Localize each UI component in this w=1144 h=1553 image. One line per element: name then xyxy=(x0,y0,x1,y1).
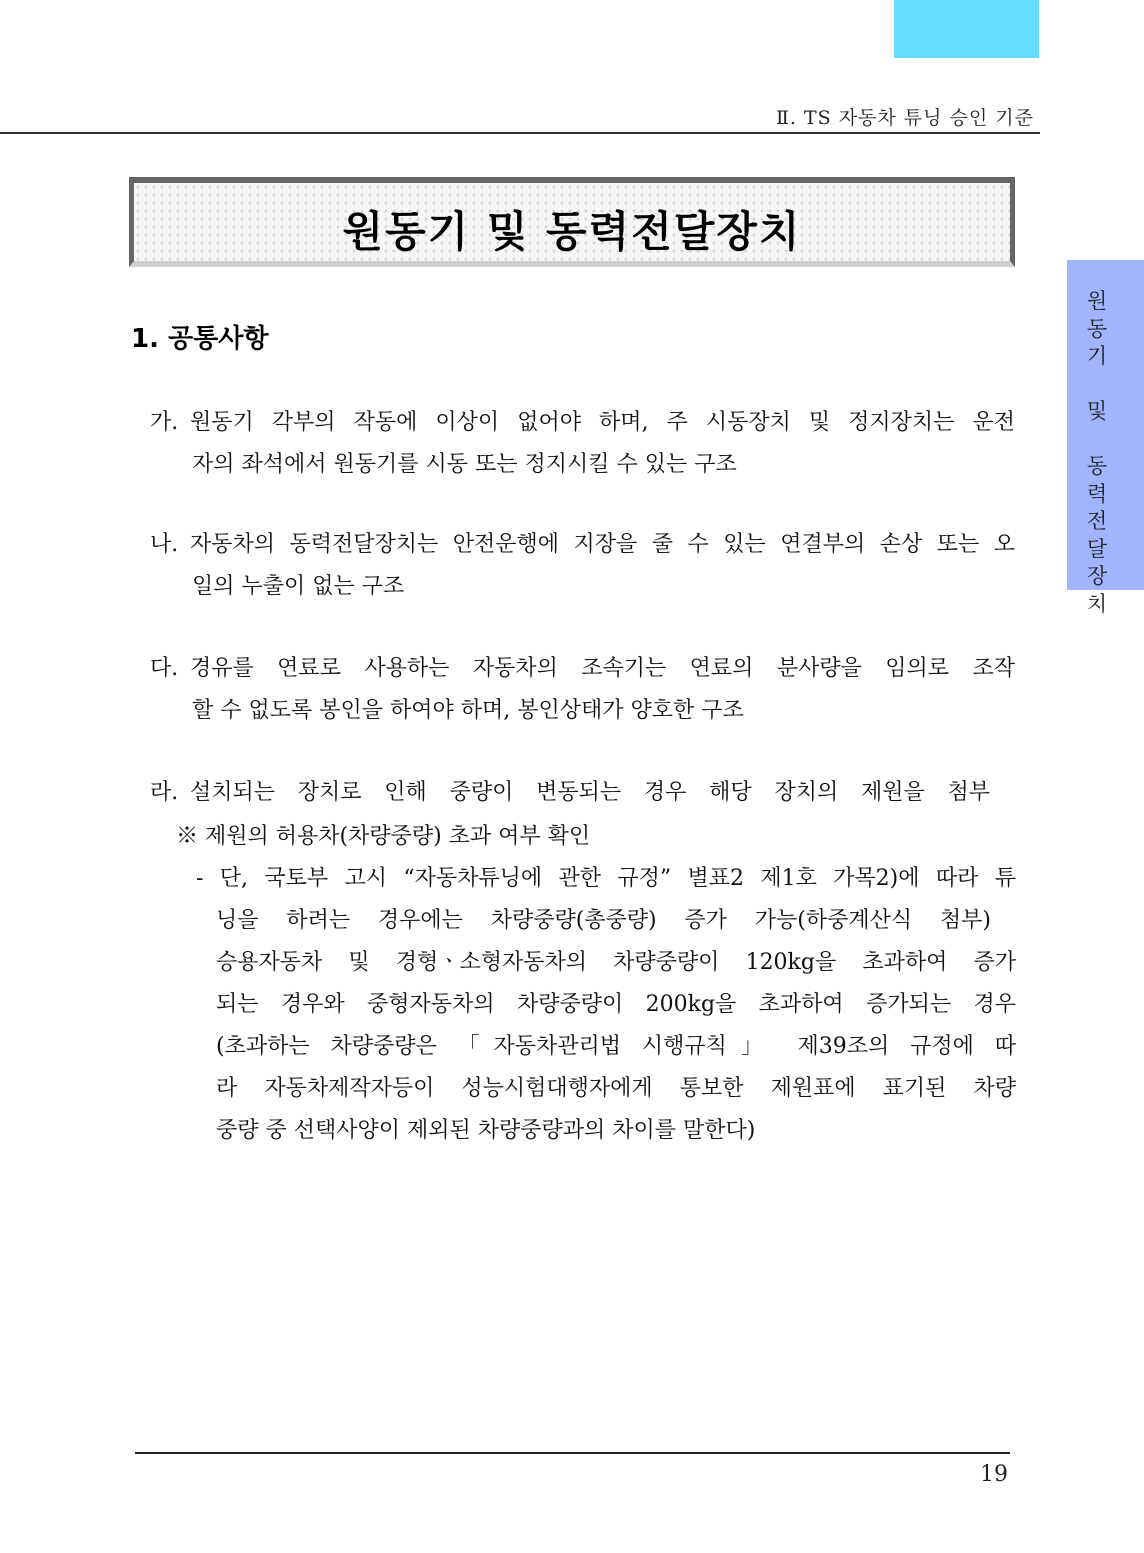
side-tab-char: 및 xyxy=(1086,399,1108,423)
side-tab-char: 원 xyxy=(1086,289,1108,313)
side-chapter-tab xyxy=(1067,260,1144,616)
list-item-text: 설치되는 장치로 인해 중량이 변동되는 경우 해당 장치의 제원을 첨부 xyxy=(190,780,990,805)
reference-note: ※ 제원의 허용차(차량중량) 초과 여부 확인 xyxy=(176,824,591,849)
dash-item-continuation: 닝을 하려는 경우에는 차량중량(총중량) 증가 가능(하중계산식 첨부) xyxy=(216,908,991,933)
running-header: Ⅱ. TS 자동차 튜닝 승인 기준 xyxy=(775,107,1034,129)
list-item xyxy=(150,648,1015,732)
list-item-continuation: 할 수 없도록 봉인을 하여야 하며, 봉인상태가 양호한 구조 xyxy=(192,698,744,723)
dash-item-continuation: 되는 경우와 중형자동차의 차량중량이 200kg을 초과하여 증가되는 경우 xyxy=(216,992,1016,1017)
list-item-line xyxy=(150,402,1015,444)
dash-item-continuation: 라 자동차제작자등이 성능시험대행자에게 통보한 제원표에 표기된 차량 xyxy=(216,1076,1016,1101)
list-item xyxy=(150,772,990,814)
side-tab-char: 장 xyxy=(1086,564,1108,588)
list-item-text: 자동차의 동력전달장치는 안전운행에 지장을 줄 수 있는 연결부의 손상 또는 오 xyxy=(190,532,1015,557)
top-color-tab xyxy=(894,0,1039,58)
section-heading: 1. 공통사항 xyxy=(131,324,269,354)
list-item-marker: 다. xyxy=(150,656,179,681)
side-tab-char: 전 xyxy=(1086,509,1108,533)
list-item-text: 경유를 연료로 사용하는 자동차의 조속기는 연료의 분사량을 임의로 조작 xyxy=(190,656,1015,681)
dash-item-continuation: (초과하는 차량중량은 「자동차관리법 시행규칙」 제39조의 규정에 따 xyxy=(216,1034,1016,1059)
side-tab-char: 치 xyxy=(1086,591,1108,616)
side-tab-char: 동 xyxy=(1086,316,1108,341)
list-item-marker: 나. xyxy=(150,532,179,557)
page-number: 19 xyxy=(980,1462,1008,1487)
side-tab-text xyxy=(1067,288,1127,618)
footer-rule xyxy=(135,1452,1010,1454)
list-item-marker: 가. xyxy=(150,410,179,435)
list-item-line xyxy=(150,524,1015,566)
side-tab-char: 동 xyxy=(1086,454,1108,478)
chapter-title-box xyxy=(129,177,1015,267)
side-tab-char: 기 xyxy=(1086,344,1108,368)
list-item-marker: 라. xyxy=(150,780,179,805)
dash-item-continuation: 승용자동차 및 경형ㆍ소형자동차의 차량중량이 120kg을 초과하여 증가 xyxy=(216,950,1016,975)
list-item-line xyxy=(150,648,1015,690)
side-tab-char: 달 xyxy=(1086,536,1108,561)
list-item xyxy=(150,524,1015,608)
list-item-continuation: 자의 좌석에서 원동기를 시동 또는 정지시킬 수 있는 구조 xyxy=(192,452,737,477)
side-tab-gap xyxy=(1067,426,1127,454)
header-rule xyxy=(0,132,1040,134)
list-item-line xyxy=(150,772,990,814)
list-item-continuation: 일의 누출이 없는 구조 xyxy=(192,574,405,599)
chapter-title: 원동기 및 동력전달장치 xyxy=(342,207,802,256)
list-item-text: 원동기 각부의 작동에 이상이 없어야 하며, 주 시동장치 및 정지장치는 운전 xyxy=(190,410,1015,435)
list-item xyxy=(150,402,1015,486)
side-tab-char: 력 xyxy=(1086,481,1108,506)
dash-item-line: - 단, 국토부 고시 “자동차튜닝에 관한 규정” 별표2 제1호 가목2)에 따라 튜 xyxy=(196,866,1016,891)
side-tab-gap xyxy=(1067,371,1127,399)
dash-item-continuation: 중량 중 선택사양이 제외된 차량중량과의 차이를 말한다) xyxy=(216,1118,756,1143)
